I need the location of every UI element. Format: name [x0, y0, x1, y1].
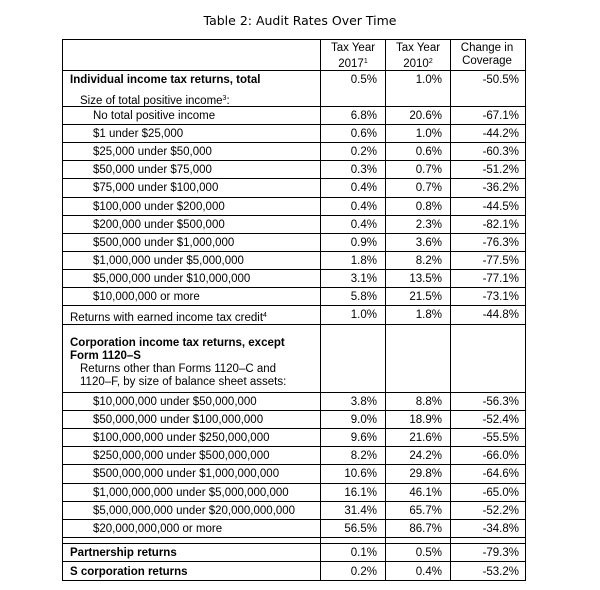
audit-rates-table: [62, 39, 526, 581]
cell-change: -66.0%: [482, 450, 519, 463]
cell-change: -52.2%: [482, 504, 519, 517]
cell-2017: 0.5%: [350, 74, 377, 86]
eitc-label-text: Returns with earned income tax credit: [70, 312, 264, 324]
cell-2017: 1.0%: [350, 309, 377, 321]
header-2017-text: Tax Year 2017: [330, 42, 376, 70]
table-caption: Table 2: Audit Rates Over Time: [203, 13, 397, 28]
corporation-title-line2: Form 1120–S: [70, 350, 141, 362]
section-rule: [63, 543, 525, 544]
cell-2010: 21.5%: [409, 291, 442, 303]
row-label: $250,000,000 under $500,000,000: [93, 450, 270, 463]
row-label: $10,000,000 under $50,000,000: [93, 396, 257, 408]
row-rule: [63, 124, 525, 125]
column-divider: [385, 40, 386, 580]
row-rule: [63, 215, 525, 216]
row-label: $100,000 under $200,000: [93, 200, 225, 213]
row-rule: [63, 178, 525, 179]
cell-2010: 20.6%: [409, 110, 442, 122]
cell-2017: 0.4%: [350, 182, 377, 195]
row-rule: [63, 269, 525, 270]
row-label: $50,000 under $75,000: [93, 164, 212, 177]
cell-2017: 3.8%: [350, 396, 377, 408]
row-label: $5,000,000,000 under $20,000,000,000: [93, 504, 296, 517]
row-rule: [63, 561, 525, 562]
row-rule: [63, 392, 525, 393]
corporation-subtitle-line1: Returns other than Forms 1120–C and: [80, 363, 277, 375]
corporation-title: [70, 337, 285, 363]
cell-change: -76.3%: [482, 236, 519, 249]
cell-2010: 0.4%: [415, 566, 442, 578]
cell-2017: 31.4%: [344, 504, 377, 517]
cell-2010: 18.9%: [409, 414, 442, 427]
row-label: $75,000 under $100,000: [93, 182, 219, 195]
cell-2010: 13.5%: [409, 272, 442, 285]
cell-2010: 21.6%: [409, 432, 442, 445]
cell-2017: 9.6%: [350, 432, 377, 445]
cell-2017: 5.8%: [350, 291, 377, 303]
row-rule: [63, 410, 525, 411]
corporation-subtitle: [80, 363, 286, 389]
section-rule: [63, 324, 525, 325]
cell-2010: 8.8%: [415, 396, 442, 408]
header-rule: [63, 70, 525, 71]
cell-2017: 0.2%: [350, 566, 377, 578]
cell-change: -50.5%: [482, 74, 519, 86]
row-rule: [63, 464, 525, 465]
cell-change: -51.2%: [482, 164, 519, 177]
cell-2010: 0.8%: [415, 200, 442, 213]
corporation-subtitle-line2: 1120–F, by size of balance sheet assets:: [80, 376, 287, 388]
cell-2010: 65.7%: [409, 504, 442, 517]
cell-2017: 56.5%: [344, 522, 377, 535]
cell-2017: 0.4%: [350, 218, 377, 231]
corporation-title-line1: Corporation income tax returns, except: [70, 337, 285, 349]
cell-change: -36.2%: [482, 182, 519, 195]
row-rule: [63, 106, 525, 107]
row-label: Partnership returns: [70, 547, 177, 559]
cell-change: -67.1%: [482, 110, 519, 122]
cell-2017: 6.8%: [350, 110, 377, 122]
cell-2010: 1.0%: [415, 128, 442, 141]
size-label-suffix: :: [226, 95, 230, 107]
cell-change: -82.1%: [482, 218, 519, 231]
row-label: $1,000,000 under $5,000,000: [93, 254, 244, 267]
row-label: $1,000,000,000 under $5,000,000,000: [93, 486, 289, 499]
size-label-text: Size of total positive income: [80, 95, 223, 107]
cell-change: -79.3%: [482, 547, 519, 559]
cell-2017: 0.4%: [350, 200, 377, 213]
cell-change: -77.1%: [482, 272, 519, 285]
cell-2010: 1.0%: [415, 74, 442, 86]
column-divider: [450, 40, 451, 580]
row-rule: [63, 233, 525, 234]
cell-2010: 0.6%: [415, 146, 442, 159]
row-rule: [63, 446, 525, 447]
cell-change: -73.1%: [482, 291, 519, 303]
cell-change: -60.3%: [482, 146, 519, 159]
row-rule: [63, 428, 525, 429]
cell-change: -56.3%: [482, 396, 519, 408]
cell-2010: 8.2%: [415, 254, 442, 267]
cell-2010: 0.7%: [415, 182, 442, 195]
row-label: $5,000,000 under $10,000,000: [93, 272, 251, 285]
cell-change: -53.2%: [482, 566, 519, 578]
header-2017-footnote: 1: [363, 58, 368, 65]
size-footnote: 3: [222, 95, 227, 102]
row-rule: [63, 197, 525, 198]
eitc-footnote: 4: [263, 312, 267, 319]
row-rule: [63, 160, 525, 161]
row-label: S corporation returns: [70, 566, 188, 578]
row-rule: [63, 501, 525, 502]
row-label: $50,000,000 under $100,000,000: [93, 414, 264, 427]
row-label: [70, 309, 320, 325]
row-label: $500,000,000 under $1,000,000,000: [93, 468, 280, 481]
cell-2010: 86.7%: [409, 522, 442, 535]
row-label: $20,000,000,000 or more: [93, 522, 223, 535]
row-label: $200,000 under $500,000: [93, 218, 225, 231]
cell-change: -44.8%: [482, 309, 519, 321]
cell-2017: 0.6%: [350, 128, 377, 141]
row-rule: [63, 537, 525, 538]
cell-2010: 1.8%: [415, 309, 442, 321]
row-label: $500,000 under $1,000,000: [93, 236, 235, 249]
cell-change: -55.5%: [482, 432, 519, 445]
cell-change: -44.5%: [482, 200, 519, 213]
cell-2017: 10.6%: [344, 468, 377, 481]
cell-2010: 2.3%: [415, 218, 442, 231]
cell-2017: 16.1%: [344, 486, 377, 499]
row-rule: [63, 287, 525, 288]
row-label: $10,000,000 or more: [93, 291, 200, 303]
cell-2010: 0.7%: [415, 164, 442, 177]
cell-change: -44.2%: [482, 128, 519, 141]
cell-2010: 29.8%: [409, 468, 442, 481]
header-tax-year-2017: [325, 42, 381, 71]
row-rule: [63, 483, 525, 484]
cell-change: -52.4%: [482, 414, 519, 427]
cell-change: -34.8%: [482, 522, 519, 535]
header-change-in-coverage: Change in Coverage: [460, 42, 514, 67]
row-label: Individual income tax returns, total: [70, 74, 261, 86]
row-label: $1 under $25,000: [93, 128, 184, 141]
cell-2017: 1.8%: [350, 254, 377, 267]
cell-2017: 0.1%: [350, 547, 377, 559]
cell-2017: 9.0%: [350, 414, 377, 427]
header-2010-text: Tax Year 2010: [395, 42, 441, 70]
header-tax-year-2010: [390, 42, 446, 71]
row-label: $25,000 under $50,000: [93, 146, 212, 159]
cell-2010: 24.2%: [409, 450, 442, 463]
column-divider: [320, 40, 321, 580]
row-label: No total positive income: [93, 110, 216, 122]
cell-2010: 46.1%: [409, 486, 442, 499]
cell-2010: 0.5%: [415, 547, 442, 559]
cell-change: -65.0%: [482, 486, 519, 499]
cell-2010: 3.6%: [415, 236, 442, 249]
row-label: $100,000,000 under $250,000,000: [93, 432, 270, 445]
cell-change: -77.5%: [482, 254, 519, 267]
row-rule: [63, 142, 525, 143]
row-rule: [63, 251, 525, 252]
row-rule: [63, 519, 525, 520]
cell-2017: 0.2%: [350, 146, 377, 159]
header-2010-footnote: 2: [428, 58, 433, 65]
cell-2017: 3.1%: [350, 272, 377, 285]
cell-2017: 0.3%: [350, 164, 377, 177]
row-rule: [63, 305, 525, 306]
cell-change: -64.6%: [482, 468, 519, 481]
cell-2017: 8.2%: [350, 450, 377, 463]
cell-2017: 0.9%: [350, 236, 377, 249]
